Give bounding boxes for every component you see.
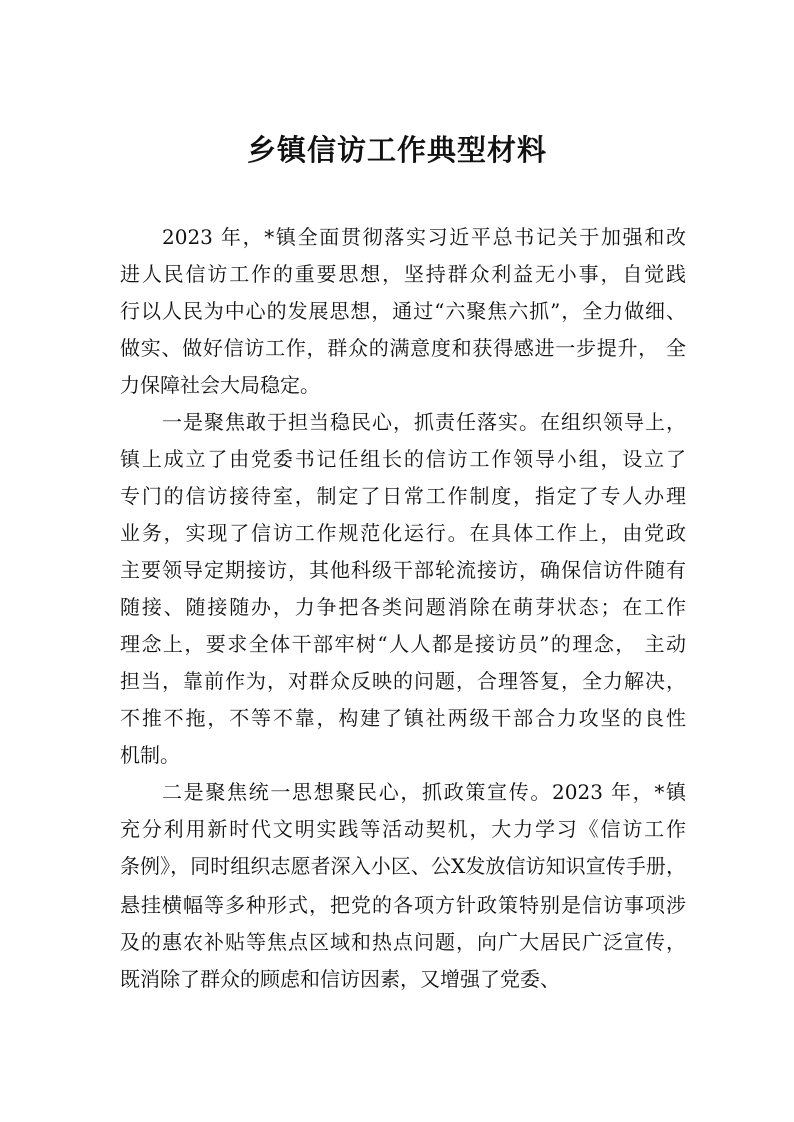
paragraph-2-line-5: 主要领导定期接访，其他科级干部轮流接访，确保信访件随有 — [120, 558, 686, 582]
paragraph-3-line-5: 及的惠农补贴等焦点区域和热点问题，向广大居民广泛宣传， — [120, 930, 686, 954]
paragraph-2-line-10: 机制。 — [120, 743, 180, 767]
paragraph-2-line-3: 专门的信访接待室，制定了日常工作制度，指定了专人办理 — [120, 484, 686, 508]
paragraph-1-line-2: 进人民信访工作的重要思想，坚持群众利益无小事，自觉践 — [120, 262, 686, 286]
paragraph-1-line-3: 行以人民为中心的发展思想，通过“六聚焦六抓”，全力做细、 — [120, 299, 686, 323]
document-title: 乡镇信访工作典型材料 — [246, 133, 547, 167]
paragraph-2-line-4: 业务，实现了信访工作规范化运行。在具体工作上，由党政 — [120, 521, 686, 545]
paragraph-3-line-4: 悬挂横幅等多种形式，把党的各项方针政策特别是信访事项涉 — [120, 893, 686, 917]
paragraph-3-line-1: 二是聚焦统一思想聚民心，抓政策宣传。2023 年，*镇 — [162, 780, 686, 804]
paragraph-1-line-5: 力保障社会大局稳定。 — [120, 373, 320, 397]
paragraph-3-line-6: 既消除了群众的顾虑和信访因素，又增强了党委、 — [120, 967, 560, 991]
paragraph-2-line-8: 担当，靠前作为，对群众反映的问题，合理答复，全力解决， — [120, 669, 686, 693]
paragraph-2-line-1: 一是聚焦敢于担当稳民心，抓责任落实。在组织领导上， — [162, 410, 686, 434]
paragraph-1-line-1: 2023 年，*镇全面贯彻落实习近平总书记关于加强和改 — [162, 225, 686, 249]
paragraph-2-line-7: 理念上，要求全体干部牢树“人人都是接访员”的理念， 主动 — [120, 632, 686, 656]
paragraph-3-line-2: 充分利用新时代文明实践等活动契机，大力学习《信访工作 — [120, 817, 686, 841]
paragraph-1-line-4: 做实、做好信访工作，群众的满意度和获得感进一步提升， 全 — [120, 336, 686, 360]
paragraph-3-line-3: 条例》，同时组织志愿者深入小区、公X发放信访知识宣传手册， — [120, 854, 686, 878]
paragraph-2-line-9: 不推不拖，不等不靠，构建了镇社两级干部合力攻坚的良性 — [120, 706, 686, 730]
paragraph-2-line-6: 随接、随接随办，力争把各类问题消除在萌芽状态；在工作 — [120, 595, 686, 619]
paragraph-2-line-2: 镇上成立了由党委书记任组长的信访工作领导小组，设立了 — [120, 447, 686, 471]
